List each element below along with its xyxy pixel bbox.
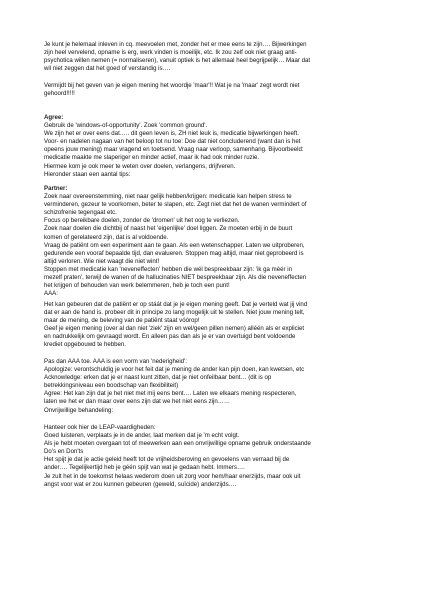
agree-line: opeens jouw mening) maar vragend en toetsend. Vraag naar verloop, samenhang. Bijvoorbeeld: [44,146,304,154]
leap-line: Hanteer ook hier de LEAP-vaardigheden: [44,424,156,431]
leap-line: Het spijt je dat je actie geleid heeft tot de vrijheidsberoving en gevoelens van verraad bij de [44,456,290,464]
partner-section [44,185,389,298]
agree-line: Hiermee kom je ook meer te weten over doelen, verlangens, drijfveren. [44,162,236,170]
partner-line: altijd verloren. Wie niet waagt die niet wint! [44,257,160,265]
leap-line: angst voor wat er zou kunnen gebeuren (geweld, suïcide) anderzijds…. [44,480,237,488]
nederigheid-line: laten we het er dan maar over eens zijn dat we het niet eens zijn…… [44,398,230,406]
maar-line: Vermijdt bij het geven van je eigen mening het woordje 'maar'!! Wat je na 'maar' zegt wordt niet [44,82,300,89]
agree-line: Voor- en nadelen nagaan van het beloop tot nu toe: Doe dat niet concluderend (want dan is het [44,138,301,146]
partner-line: mezelf praten', terwijl de wanen of de hallucinaties NIET bespreekbaar zijn. Als die neveneffecten [44,274,307,282]
partner-heading: Partner: [44,185,68,192]
partner-line: Stoppen met medicatie kan 'neveneffecten' hebben die wél bespreekbaar zijn: 'ik ga méér in [44,265,292,273]
maar-paragraph [44,82,389,98]
agree-heading: Agree: [44,114,64,121]
leap-line: Do's en Don'ts [44,448,84,456]
agree-line: We zijn het er over eens dat….. dit geen leven is, ZH niet leuk is, medicatie bijwerkingen heeft. [44,130,299,138]
intro-line: zijn heel vervelend, opname is erg, werk vinden is moeilijk, etc. Ik zou zelf ook niet graag anti- [44,49,297,57]
aaa-line: Geef je eigen mening (over al dan niet 'ziek' zijn en wel/geen pillen nemen) alléén als er expliciet [44,325,305,333]
aaa-paragraph [44,301,389,350]
partner-line: Vraag de patiënt om een experiment aan te gaan. Als een wetenschapper. Laten we uitproberen, [44,241,305,249]
leap-line: Je zult het in de toekomst helaas wederom doen uit zorg voor hem/haar enerzijds, maar ook uit [44,472,301,480]
nederigheid-line: Apologize: verontschuldig je voor het feit dat je mening de ander kan pijn doen, kan kwetsen, etc [44,366,305,374]
nederigheid-line: betrekkingsniveau een boodschap van flexibiliteit) [44,382,179,390]
aaa-line: krediet opgebouwd te hebben. [44,341,126,349]
agree-line: medicatie maakte me slaperiger en minder actief, maar ik had ook minder ruzie. [44,154,260,162]
aaa-line: maar de mening, de beleving van de patiënt staat vóórop! [44,317,200,325]
partner-line: komen of gerelateerd zijn, dat is al voldoende. [44,233,169,241]
leap-line: Goed luisteren, verplaats je in de ander, laat merken dat je 'm echt volgt. [44,432,240,440]
intro-line: Je kunt je helemaal inleven in cq. meevoelen met, zonder het er mee eens te zijn…. Bijwerkingen [44,41,307,48]
leap-line: ander…. Tegelijkertijd heb je géén spijt van wat je gedaan hebt. Immers…. [44,464,245,472]
partner-line: schizofrenie tegengaat etc. [44,209,117,217]
aaa-line: Het kan gebeuren dat de patiënt er op stáát dat je je eigen mening geeft. Dat je verteld wat jij vind [44,301,308,308]
leap-line: Als je hebt moeten overgaan tot of meewerken aan een onvrijwillige opname gebruik onderstaande [44,440,311,448]
nederigheid-line: Pas dan AAA toe. AAA is een vorm van 'nederigheid': [44,358,187,365]
leap-paragraph [44,424,389,489]
partner-line: Zoek naar doelen die dichtbij of naast het 'eigenlijke' doel liggen. Ze moeten erbij in de buurt [44,225,293,233]
nederigheid-line: Agree: Het kan zijn dat je het niet met mij eens bent…. Laten we elkaars mening respecteren, [44,390,297,398]
partner-line: AAA: [44,290,58,298]
maar-line: gehoord!!!!! [44,90,75,98]
intro-line: wil niet zeggen dat het goed of verstandig is…. [44,65,171,73]
partner-line: gedurende een vooraf bepaalde tijd, dan evalueren. Stoppen mag altijd, maar niet geprobeerd is [44,249,304,257]
partner-line: verminderen, gezeur te voorkomen, beter te slapen, etc. Zegt niet dat het de wanen vermindert of [44,201,307,209]
nederigheid-paragraph [44,358,389,415]
nederigheid-line: Acknowledge: erken dat je er naast kunt zitten, dat je niet onfeilbaar bent… (dit is op [44,374,272,382]
agree-section [44,114,389,179]
partner-line: Zoek naar overeenstemming, niet naar gelijk hebben/krijgen: medicatie kan helpen stress te [44,193,292,201]
nederigheid-line: Onvrijwillige behandeling: [44,406,114,414]
agree-line: Gebruik de 'windows-of-opportunity'. Zoek 'common ground'. [44,122,208,130]
aaa-line: en nadrukkelijk om gevraagd wordt. En alleen pas dan als je er van overtuigd bent voldoende [44,333,296,341]
aaa-line: dat er aan de hand is. probeer dit in principe zo lang mogelijk uit te stellen. Niet jouw mening telt, [44,309,305,317]
partner-line: Focus op bereikbare doelen, zonder de 'dromen' uit het oog te verliezen. [44,217,240,225]
intro-paragraph [44,41,389,73]
partner-line: het krijgen of behouden van werk belemmeren, heb je toch een punt! [44,282,230,290]
agree-line: Hieronder staan een aantal tips: [44,170,131,178]
intro-line: psychotica willen nemen (= normaliseren), vanuit optiek is het allemaal heel begrijpelijk… Maar dat [44,57,311,65]
